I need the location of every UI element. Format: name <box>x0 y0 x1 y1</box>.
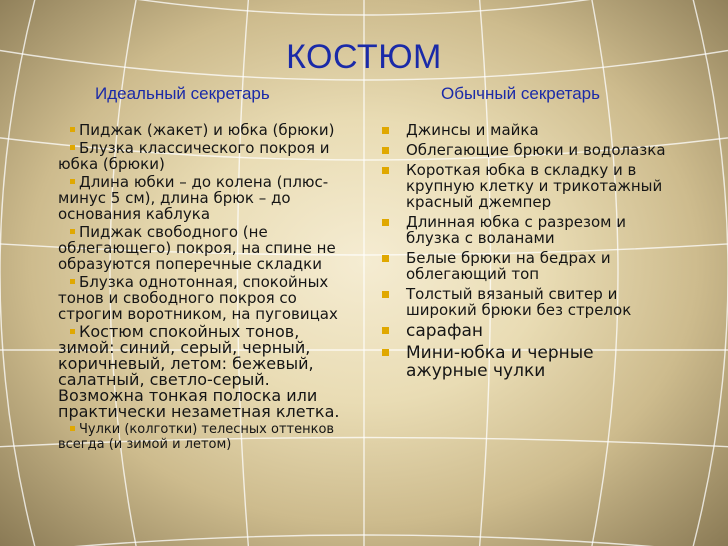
list-item: Пиджак свободного (не облегающего) покроя, на спине не образуются поперечные складки <box>58 223 336 273</box>
list-item: Мини-юбка и черные ажурные чулки <box>380 344 680 380</box>
list-item: Блузка однотонная, спокойных тонов и свободного покроя со строгим воротником, на пуговицах <box>58 273 338 323</box>
list-item: Блузка классического покроя и юбка (брюки) <box>58 139 330 173</box>
bullet-icon <box>382 219 389 226</box>
list-item: Короткая юбка в складку и в крупную клетку и трикотажный красный джемпер <box>380 162 680 210</box>
list-item: Костюм спокойных тонов, зимой: синий, серый, черный, коричневый, летом: бежевый, салатный, светло-серый. Возможна тонкая полоска или практически незаметная клетка. <box>58 322 340 421</box>
column-header-ordinary: Обычный секретарь <box>441 84 600 103</box>
list-item: Пиджак (жакет) и юбка (брюки) <box>58 122 348 138</box>
list-item: Длинная юбка с разрезом и блузка с воланами <box>380 214 680 246</box>
list-item: сарафан <box>380 322 680 340</box>
bullet-icon <box>70 279 75 284</box>
bullet-icon <box>70 426 75 431</box>
ordinary-secretary-list <box>380 122 680 384</box>
bullet-icon <box>382 327 389 334</box>
list-item: Длина юбки – до колена (плюс-минус 5 см), длина брюк – до основания каблука <box>58 173 329 223</box>
bullet-icon <box>70 229 75 234</box>
column-header-ideal: Идеальный секретарь <box>95 84 270 103</box>
list-item: Чулки (колготки) телесных оттенков всегда (и зимой и летом) <box>58 422 335 452</box>
list-item: Белые брюки на бедрах и облегающий топ <box>380 250 680 282</box>
bullet-icon <box>70 145 75 150</box>
bullet-icon <box>382 291 389 298</box>
bullet-icon <box>382 349 389 356</box>
bullet-icon <box>382 147 389 154</box>
bullet-icon <box>70 329 75 334</box>
bullet-icon <box>70 179 75 184</box>
bullet-icon <box>70 127 75 132</box>
ideal-secretary-list <box>58 122 348 454</box>
bullet-icon <box>382 167 389 174</box>
list-item: Облегающие брюки и водолазка <box>380 142 680 158</box>
slide-title: КОСТЮМ <box>286 38 442 76</box>
bullet-icon <box>382 127 389 134</box>
bullet-icon <box>382 255 389 262</box>
list-item: Джинсы и майка <box>380 122 680 138</box>
list-item: Толстый вязаный свитер и широкий брюки без стрелок <box>380 286 680 318</box>
